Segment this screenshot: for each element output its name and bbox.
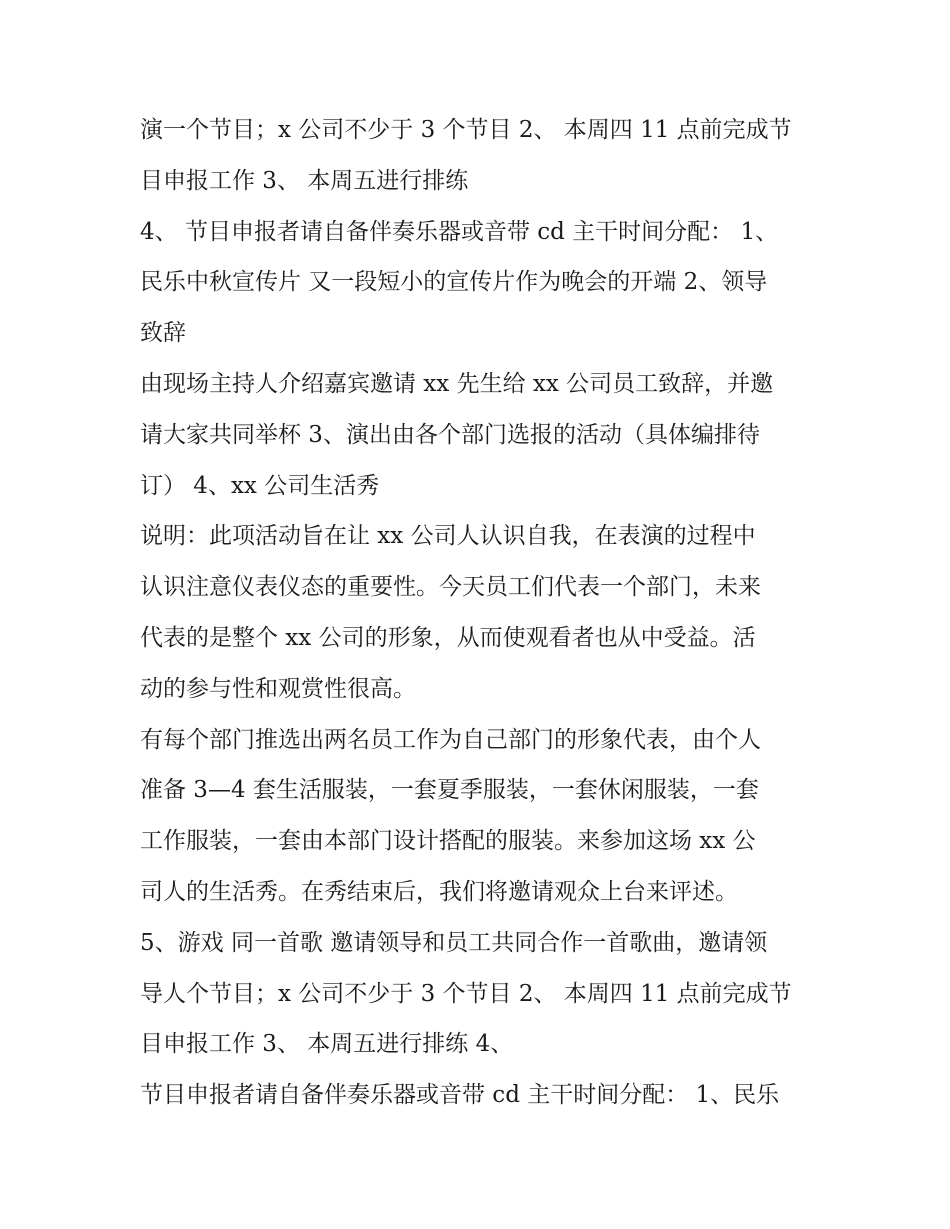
text-line: 订） 4、xx 公司生活秀: [140, 472, 380, 499]
text-line: 目申报工作 3、 本周五进行排练: [140, 167, 469, 194]
paragraph-life-show: [140, 715, 820, 918]
paragraph-explanation: [140, 511, 820, 714]
text-line: 司人的生活秀。在秀结束后，我们将邀请观众上台来评述。: [140, 878, 738, 905]
text-line: 工作服装，一套由本部门设计搭配的服装。来参加这场 xx 公: [140, 828, 756, 855]
text-line: 导人个节目；x 公司不少于 3 个节目 2、 本周四 11 点前完成节: [140, 980, 792, 1007]
text-line: 请大家共同举杯 3、演出由各个部门选报的活动（具体编排待: [140, 421, 760, 448]
text-line: 动的参与性和观赏性很高。: [140, 675, 416, 702]
text-line: 由现场主持人介绍嘉宾邀请 xx 先生给 xx 公司员工致辞，并邀: [140, 370, 774, 397]
paragraph-program-declaration: [140, 1070, 820, 1121]
text-line: 目申报工作 3、 本周五进行排练 4、: [140, 1031, 514, 1058]
text-line: 演一个节目；x 公司不少于 3 个节目 2、 本周四 11 点前完成节: [140, 117, 792, 143]
text-line: 有每个部门推选出两名员工作为自己部门的形象代表，由个人: [140, 726, 761, 753]
text-line: 致辞: [140, 320, 186, 347]
text-line: 节目申报者请自备伴奏乐器或音带 cd 主干时间分配： 1、民乐: [140, 1082, 780, 1109]
text-line: 代表的是整个 xx 公司的形象，从而使观看者也从中受益。活: [140, 624, 756, 651]
paragraph-game: [140, 918, 820, 1070]
text-line: 5、游戏 同一首歌 邀请领导和员工共同合作一首歌曲，邀请领: [140, 929, 768, 956]
text-line: 认识注意仪表仪态的重要性。今天员工们代表一个部门，未来: [140, 574, 761, 601]
document-body: [140, 105, 820, 1121]
paragraph-time-allocation: [140, 207, 820, 359]
paragraph-guest-speech: [140, 359, 820, 511]
text-line: 4、 节目申报者请自备伴奏乐器或音带 cd 主干时间分配： 1、: [140, 218, 779, 245]
text-line: 说明：此项活动旨在让 xx 公司人认识自我，在表演的过程中: [140, 523, 756, 550]
text-line: 准备 3—4 套生活服装，一套夏季服装，一套休闲服装，一套: [140, 777, 759, 804]
paragraph-program-requirements: [140, 105, 820, 207]
text-line: 民乐中秋宣传片 又一段短小的宣传片作为晚会的开端 2、领导: [140, 269, 768, 296]
